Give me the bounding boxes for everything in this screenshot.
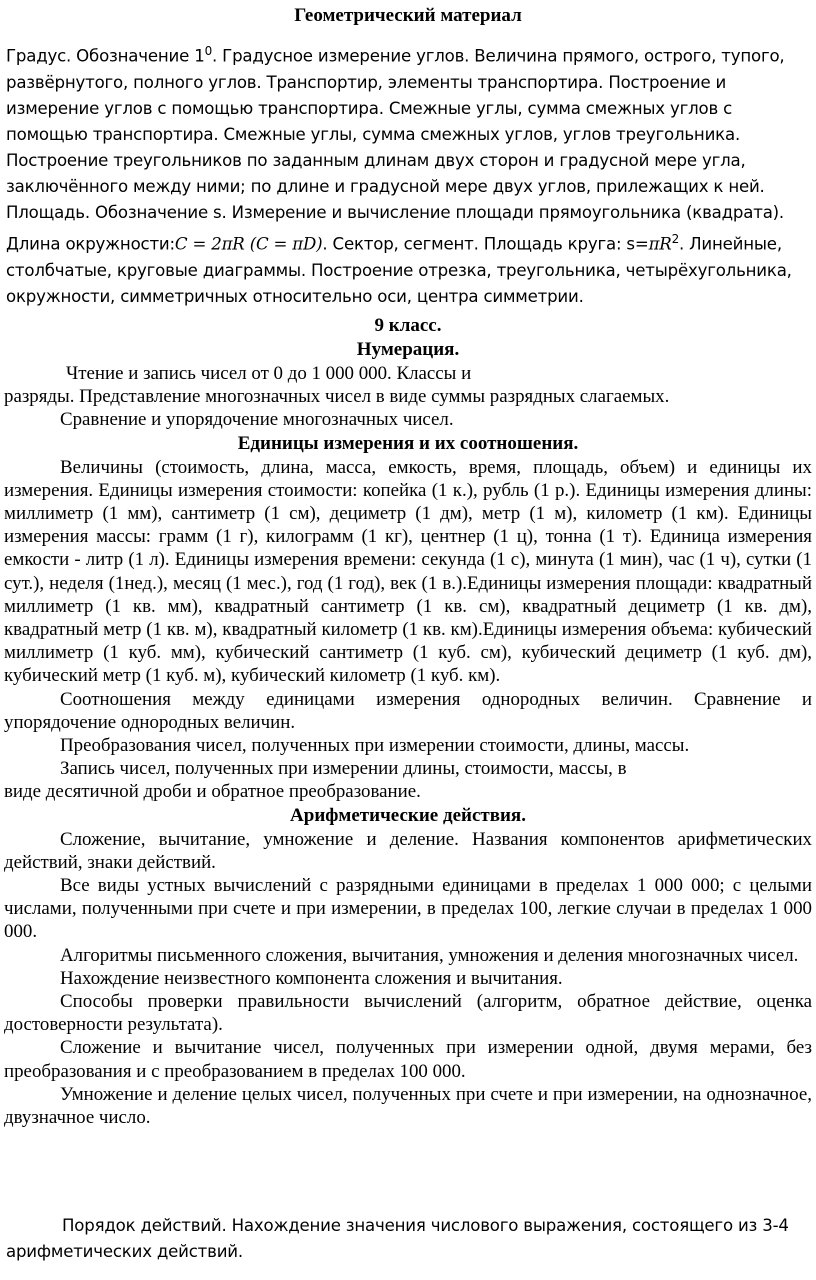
arithmetic-paragraph-8: Порядок действий. Нахождение значения числового выражения, состоящего из 3-4 арифметических действий. bbox=[6, 1216, 789, 1262]
units-paragraph-2: Соотношения между единицами измерения однородных величин. Сравнение и упорядочение однородных величин. bbox=[4, 688, 812, 733]
arithmetic-paragraph-3: Алгоритмы письменного сложения, вычитания, умножения и деления многозначных чисел. bbox=[60, 944, 799, 966]
geometry-text-1: Градус. Обозначение 1 bbox=[6, 46, 205, 66]
geometry-heading: Геометрический материал bbox=[294, 5, 522, 26]
arithmetic-heading: Арифметические действия. bbox=[290, 804, 526, 826]
numbering-line-2: разряды. Представление многозначных чисел в виде суммы разрядных слагаемых. bbox=[4, 386, 670, 408]
degree-superscript: 0 bbox=[204, 44, 213, 58]
units-paragraph-4-line-2: виде десятичной дроби и обратное преобразование. bbox=[4, 781, 421, 803]
units-heading: Единицы измерения и их соотношения. bbox=[237, 432, 579, 454]
arithmetic-paragraph-6: Сложение и вычитание чисел, полученных при измерении одной, двумя мерами, без преобразования и с преобразованием в пределах 100 000. bbox=[4, 1037, 812, 1082]
grade9-section bbox=[0, 314, 816, 1129]
geometry-text-4: . Линейные, столбчатые, круговые диаграммы. Построение отрезка, треугольника, четырёхугольника, окружности, симметричных относительно оси, центра симметрии. bbox=[6, 234, 792, 306]
circumference-formula: C = 2πR bbox=[174, 234, 245, 254]
order-of-operations-block bbox=[6, 1213, 814, 1265]
numbering-line-1: Чтение и запись чисел от 0 до 1 000 000. Классы и bbox=[66, 363, 472, 384]
area-formula: πR bbox=[648, 234, 672, 254]
numbering-heading: Нумерация. bbox=[356, 339, 460, 360]
units-paragraph-3: Преобразования чисел, полученных при измерении стоимости, длины, массы. bbox=[60, 735, 690, 757]
geometry-text-2: . Градусное измерение углов. Величина прямого, острого, тупого, развёрнутого, полного углов. Транспортир, элементы транспортира. Построение и измерение углов с помощью транспортира. Смежные углы, сумма смежных углов с помощью транспортира. Смежные углы, сумма смежных углов, углов треугольника. Построение треугольников по заданным длинам двух сторон и градусной мере угла, заключённого между ними; по длине и градусной мере двух углов, прилежащих к ней. Площадь. Обозначение s. Измерение и вычисление площади прямоугольника (квадрата). Длина окружности: bbox=[6, 46, 785, 254]
geometry-text-3: . Сектор, сегмент. Площадь круга: s= bbox=[322, 234, 649, 254]
area-formula-exponent: 2 bbox=[671, 232, 679, 247]
numbering-line-3: Сравнение и упорядочение многозначных чисел. bbox=[60, 409, 454, 431]
units-paragraph-4-line-1: Запись чисел, полученных при измерении длины, стоимости, массы, в bbox=[60, 758, 627, 780]
circumference-formula-alt: (C = πD) bbox=[249, 234, 323, 254]
units-paragraph-1: Величины (стоимость, длина, масса, емкость, время, площадь, объем) и единицы их измерения. Единицы измерения стоимости: копейка (1 к.), рубль (1 р.). Единицы измерения длины: миллиметр (1 мм), сантиметр (1 см), дециметр (1 дм), метр (1 м), километр (1 км). Единицы измерения массы: грамм (1 г), килограмм (1 кг), центнер (1 ц), тонна (1 т). Единица измерения емкости - литр (1 л). Единицы измерения времени: секунда (1 с), минута (1 мин), час (1 ч), сутки (1 сут.), неделя (1нед.), месяц (1 мес.), год (1 год), век (1 в.).Единицы измерения площади: квадратный миллиметр (1 кв. мм), квадратный сантиметр (1 кв. см), квадратный дециметр (1 кв. дм), квадратный метр (1 кв. м), квадратный километр (1 кв. км).Единицы измерения объема: кубический миллиметр (1 куб. мм), кубический сантиметр (1 куб. см), кубический дециметр (1 куб. дм), кубический метр (1 куб. м), кубический километр (1 куб. км). bbox=[4, 456, 812, 687]
arithmetic-paragraph-5: Способы проверки правильности вычислений (алгоритм, обратное действие, оценка достоверности результата). bbox=[4, 991, 812, 1036]
arithmetic-paragraph-7: Умножение и деление целых чисел, полученных при счете и при измерении, на однозначное, двузначное число. bbox=[4, 1083, 812, 1129]
arithmetic-paragraph-1: Сложение, вычитание, умножение и деление. Названия компонентов арифметических действий, знаки действий. bbox=[4, 828, 812, 873]
arithmetic-paragraph-2: Все виды устных вычислений с разрядными единицами в пределах 1 000 000; с целыми числами, полученными при счете и при измерении, в пределах 100, легкие случаи в пределах 1 000 000. bbox=[4, 875, 812, 943]
grade9-title: 9 класс. bbox=[374, 315, 442, 336]
arithmetic-paragraph-4: Нахождение неизвестного компонента сложения и вычитания. bbox=[60, 967, 563, 989]
geometry-paragraph bbox=[6, 38, 814, 310]
